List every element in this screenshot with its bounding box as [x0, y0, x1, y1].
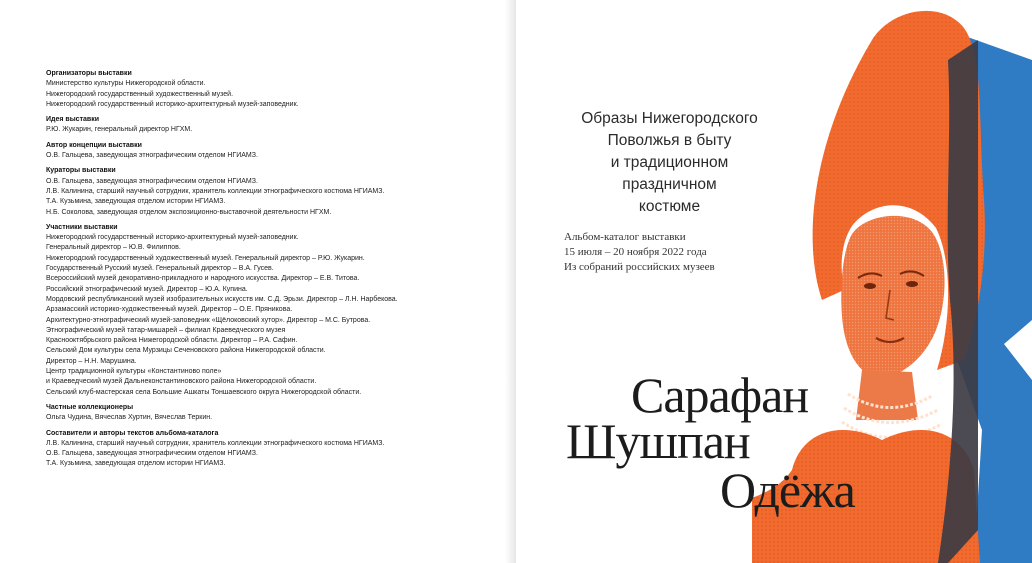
credits-line: Центр традиционной культуры «Константиново поле» — [46, 368, 222, 376]
credits-line: Всероссийский музей декоративно-прикладного и народного искусства. Директор – Е.В. Титова. — [46, 275, 360, 283]
credits-line: О.В. Гальцева, заведующая этнографическим отделом НГИАМЗ. — [46, 152, 258, 160]
credits-line: Нижегородский государственный художественный музей. — [46, 90, 234, 98]
credits-section-title: Организаторы выставки — [46, 70, 132, 77]
catalog-subtitle — [562, 230, 779, 275]
big-word-sarafan: Сарафан — [631, 367, 809, 423]
credits-section — [46, 141, 486, 162]
credits-line: Мордовский республиканский музей изобразительных искусств им. С.Д. Эрьзи. Директор – Л.Н. Нарбекова. — [46, 295, 398, 303]
catalog-title — [562, 108, 777, 218]
credits-line: Нижегородский государственный историко-архитектурный музей-заповедник. — [46, 100, 299, 108]
credits-line: Ольга Чудина, Вячеслав Хуртин, Вячеслав Теркин. — [46, 414, 213, 422]
credits-section — [46, 166, 486, 217]
credits-line: Архитектурно-этнографический музей-заповедник «Щёлоковский хутор». Директор – М.С. Бутрова. — [46, 316, 371, 324]
title-line: праздничном — [622, 176, 717, 193]
credits-section-title: Автор концепции выставки — [46, 141, 142, 149]
credits-line: Л.В. Калинина, старший научный сотрудник, хранитель коллекции этнографического костюма НГИАМЗ. — [46, 187, 385, 195]
credits-line: Арзамасский историко-художественный музей. Директор – О.Е. Пряникова. — [46, 306, 293, 314]
title-line: костюме — [638, 198, 701, 215]
credits-line: Сельский клуб-мастерская села Большие Ашкаты Тоншаевского округа Нижегородской области. — [46, 388, 362, 396]
credits-line: Этнографический музей татар-мишарей – филиал Краеведческого музея — [46, 326, 286, 334]
credits-line: Н.Б. Соколова, заведующая отделом экспозиционно-выставочной деятельности НГХМ. — [46, 208, 332, 216]
credits-line: Л.В. Калинина, старший научный сотрудник, хранитель коллекции этнографического костюма НГИАМЗ. — [46, 439, 385, 447]
subtitle-line: Из собраний российских музеев — [564, 261, 715, 273]
credits-line: Министерство культуры Нижегородской области. — [46, 80, 206, 88]
credits-section-title: Частные коллекционеры — [46, 403, 134, 411]
credits-section — [46, 115, 486, 136]
credits-line: О.В. Гальцева, заведующая этнографическим отделом НГИАМЗ. — [46, 450, 258, 458]
credits-section — [46, 429, 486, 470]
credits-section — [46, 403, 486, 424]
credits-line: О.В. Гальцева, заведующая этнографическим отделом НГИАМЗ. — [46, 177, 258, 185]
credits-line: Нижегородский государственный историко-архитектурный музей-заповедник. — [46, 234, 299, 242]
credits-line: Р.Ю. Жукарин, генеральный директор НГХМ. — [46, 126, 193, 134]
credits-line: Сельский Дом культуры села Мурзицы Сеченовского района Нижегородской области. — [46, 347, 326, 355]
neck — [856, 370, 918, 420]
credits-list — [46, 69, 486, 475]
credits-section — [46, 223, 486, 398]
credits-section-title: Составители и авторы текстов альбома-каталога — [46, 429, 219, 437]
credits-section-title: Кураторы выставки — [46, 167, 116, 175]
credits-section-title: Участники выставки — [46, 223, 118, 231]
subtitle-line: Альбом-каталог выставки — [564, 231, 686, 243]
credits-line: Т.А. Кузьмина, заведующая отделом истории НГИАМЗ. — [46, 198, 226, 206]
credits-line: Генеральный директор – Ю.В. Филиппов. — [46, 244, 181, 252]
credits-line: Краснооктябрьского района Нижегородской области. Директор – Р.А. Сафин. — [46, 337, 298, 345]
credits-line: Т.А. Кузьмина, заведующая отделом истории НГИАМЗ. — [46, 460, 226, 468]
credits-line: Государственный Русский музей. Генеральный директор – В.А. Гусев. — [46, 265, 274, 273]
credits-line: Нижегородский государственный художественный музей. Генеральный директор – Р.Ю. Жукарин. — [46, 254, 365, 262]
title-line: Поволжья в быту — [607, 132, 732, 149]
subtitle-line: 15 июля – 20 ноября 2022 года — [564, 246, 707, 258]
credits-section — [46, 69, 486, 110]
credits-line: Российский этнографический музей. Директор – Ю.А. Купина. — [46, 285, 248, 293]
credits-line: и Краеведческий музей Дальнеконстантиновского района Нижегородской области. — [46, 378, 317, 386]
credits-section-title: Идея выставки — [46, 116, 100, 124]
left-page — [0, 0, 515, 563]
big-word-odezha: Одёжа — [720, 462, 855, 518]
title-line: Образы Нижегородского — [581, 110, 758, 127]
big-word-shushpan: Шушпан — [566, 413, 750, 469]
credits-line: Директор – Н.Н. Марушина. — [46, 357, 137, 365]
title-line: и традиционном — [610, 154, 729, 171]
